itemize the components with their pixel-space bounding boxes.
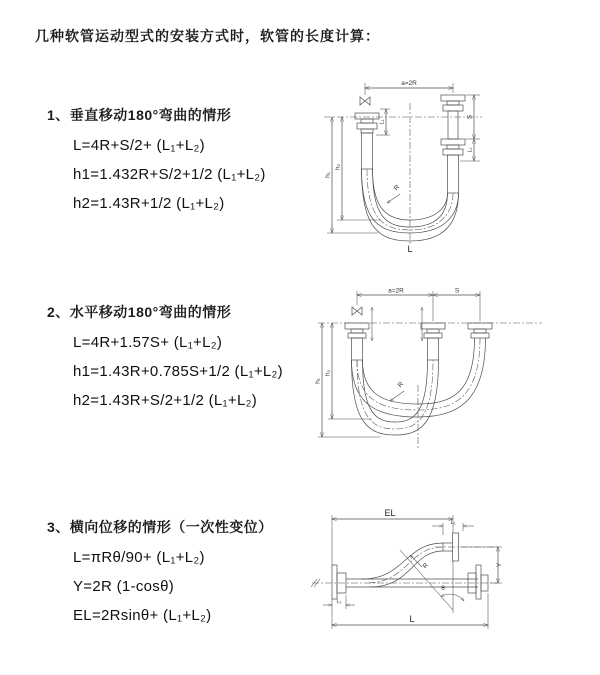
dim-label-h2: h₂ [334,163,342,171]
dim-label-el: EL [384,508,396,518]
length-label: L [409,614,415,624]
diagram-vertical-180-bend [310,75,600,255]
dim-label-y: Y [496,562,503,568]
diagram-lateral-displacement [300,505,600,645]
left-fitting [345,323,369,360]
dim-label-a2r: a=2R [388,287,404,295]
right-fitting [468,323,492,338]
section3-heading: 3、横向位移的情形（一次性变位） [47,519,273,535]
hose-s-curve [362,543,443,587]
dim-label-l1-top: L₁ [450,520,456,526]
left-fitting [355,113,379,169]
dim-label-h1: h₁ [324,172,332,178]
section1-formula-L: L=4R+S/2+ (L₁+L₂) [73,137,205,154]
section1-formula-h2: h2=1.43R+1/2 (L₁+L₂) [73,195,225,212]
section2-heading: 2、水平移动180°弯曲的情形 [47,304,232,320]
dim-label-h2: h₂ [324,369,332,377]
angle-label: θ [441,585,445,592]
dim-label-a2r: a=2R [401,80,417,87]
valve-icon [360,97,370,105]
dim-label-l1-left: L₁ [379,119,386,125]
angle-construction [400,550,464,613]
section3-formula-EL: EL=2Rsinθ+ (L₁+L₂) [73,607,212,624]
length-label: L [407,244,413,254]
section1-heading: 1、垂直移动180°弯曲的情形 [47,107,232,123]
diagram-horizontal-180-bend [310,285,600,460]
dim-label-l1-bottom: L₁ [336,599,342,605]
page-title: 几种软管运动型式的安装方式时，软管的长度计算： [35,28,380,44]
section3-formula-Y: Y=2R (1-cosθ) [73,578,175,595]
right-flange [468,565,488,599]
dim-label-h1: h₁ [314,378,322,384]
middle-fitting [421,323,445,360]
radius-label: R [396,380,406,390]
left-flange [332,565,346,599]
section2-formula-h2: h2=1.43R+S/2+1/2 (L₁+L₂) [73,392,258,409]
dim-label-s: S [466,114,474,120]
section2-formula-h1: h1=1.43R+0.785S+1/2 (L₁+L₂) [73,363,283,380]
right-fitting [441,95,465,193]
dim-label-s: S [454,287,460,295]
section1-formula-h1: h1=1.432R+S/2+1/2 (L₁+L₂) [73,166,266,183]
radius-label: R [421,561,431,571]
hose-position-2 [352,338,486,417]
dim-label-l1-right: L₁ [467,147,474,153]
section2-formula-L: L=4R+1.57S+ (L₁+L₂) [73,334,223,351]
radius-label: R [392,183,402,193]
valve-icon [352,307,362,315]
section3-formula-L: L=πRθ/90+ (L₁+L₂) [73,549,205,566]
